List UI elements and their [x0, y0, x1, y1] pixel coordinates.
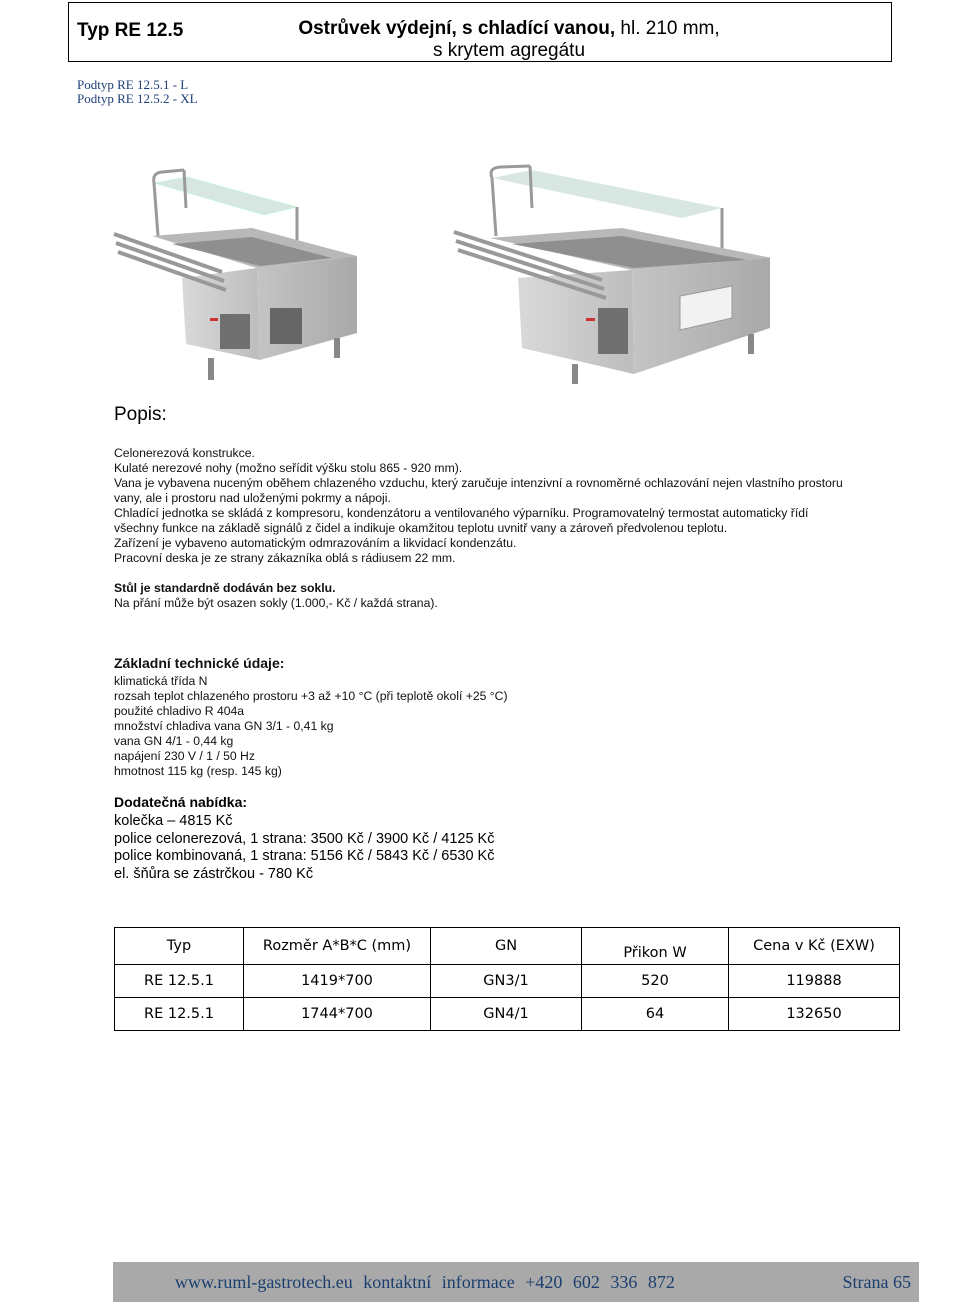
product-image-small [114, 170, 357, 380]
title-rest: hl. 210 mm, [615, 18, 720, 39]
product-images [112, 148, 772, 388]
product-image-large [454, 166, 772, 384]
footer-bar [113, 1262, 919, 1302]
extra-offer-section [114, 794, 814, 883]
table-cell: GN3/1 [431, 965, 582, 998]
tech-line: množství chladiva vana GN 3/1 - 0,41 kg [114, 719, 334, 733]
description-line: Chladící jednotka se skládá z kompresoru, kondenzátoru a ventilovaného výparníku. Programovatelný termostat automaticky řídí [114, 506, 809, 520]
tech-line: napájení 230 V / 1 / 50 Hz [114, 749, 255, 763]
table-header-cell: Cena v Kč (EXW) [729, 928, 900, 965]
title-line2: s krytem agregátu [432, 40, 586, 61]
table-row [115, 998, 900, 1031]
note-bold: Stůl je standardně dodáván bez soklu. [114, 581, 336, 595]
subtype-item: Podtyp RE 12.5.2 - XL [77, 91, 198, 106]
extra-line: kolečka – 4815 Kč [114, 813, 233, 829]
title-bold: Ostrůvek výdejní, s chladící vanou, [298, 18, 616, 39]
tech-line: použité chladivo R 404a [114, 704, 245, 718]
page-title [274, 18, 744, 62]
popis-heading: Popis: [114, 404, 167, 425]
table-cell: 132650 [729, 998, 900, 1031]
extra-line: police celonerezová, 1 strana: 3500 Kč / 3900 Kč / 4125 Kč [114, 830, 495, 847]
table-header-row [115, 928, 900, 965]
table-cell: GN4/1 [431, 998, 582, 1031]
extra-line: el. šňůra se zástrčkou - 780 Kč [114, 865, 314, 882]
tech-heading: Základní technické údaje: [114, 655, 285, 671]
subtype-list [77, 78, 198, 106]
description-line: všechny funkce na základě signálů z čidel a indikuje okamžitou teplotu uvnitř vany a zároveň předvolenou teplotu. [114, 521, 728, 535]
page-number: Strana 65 [842, 1272, 911, 1292]
subtype-item: Podtyp RE 12.5.1 - L [77, 77, 189, 92]
tech-line: vana GN 4/1 - 0,44 kg [114, 734, 234, 748]
type-label: Typ RE 12.5 [77, 20, 184, 41]
description-line: Celonerezová konstrukce. [114, 446, 255, 460]
footer-contact: www.ruml-gastrotech.eu kontaktní informace +420 602 336 872 [175, 1272, 675, 1292]
tech-section [114, 656, 814, 779]
description-line: Zařízení je vybaveno automatickým odmrazováním a likvidací kondenzátu. [114, 536, 517, 550]
table-header-cell: Přikon W [582, 928, 729, 965]
table-cell: 520 [582, 965, 729, 998]
table-header-cell: Rozměr A*B*C (mm) [244, 928, 431, 965]
extra-line: police kombinovaná, 1 strana: 5156 Kč / 5843 Kč / 6530 Kč [114, 848, 495, 864]
table-cell: RE 12.5.1 [115, 998, 244, 1031]
table-cell: 1419*700 [244, 965, 431, 998]
description-line: Pracovní deska je ze strany zákazníka oblá s rádiusem 22 mm. [114, 551, 456, 565]
note: Na přání může být osazen sokly (1.000,- Kč / každá strana). [114, 596, 438, 610]
description [114, 446, 854, 611]
table-header-cell: GN [431, 928, 582, 965]
description-line: Kulaté nerezové nohy (možno seřídit výšku stolu 865 - 920 mm). [114, 461, 463, 475]
price-table [114, 927, 900, 1031]
tech-line: hmotnost 115 kg (resp. 145 kg) [114, 764, 282, 778]
tech-line: rozsah teplot chlazeného prostoru +3 až +10 °C (při teplotě okolí +25 °C) [114, 689, 508, 703]
tech-line: klimatická třída N [114, 674, 208, 688]
description-line: Vana je vybavena nuceným oběhem chlazeného vzduchu, který zaručuje intenzivní a rovnoměrné ochlazování nejen vlastního prostoru vany, ale i prostoru nad uloženými pokrmy a nápoji. [114, 476, 843, 505]
table-cell: 119888 [729, 965, 900, 998]
header-box [68, 2, 892, 62]
table-cell: 1744*700 [244, 998, 431, 1031]
extra-heading: Dodatečná nabídka: [114, 794, 248, 810]
table-cell: 64 [582, 998, 729, 1031]
table-header-cell: Typ [115, 928, 244, 965]
table-row [115, 965, 900, 998]
table-cell: RE 12.5.1 [115, 965, 244, 998]
